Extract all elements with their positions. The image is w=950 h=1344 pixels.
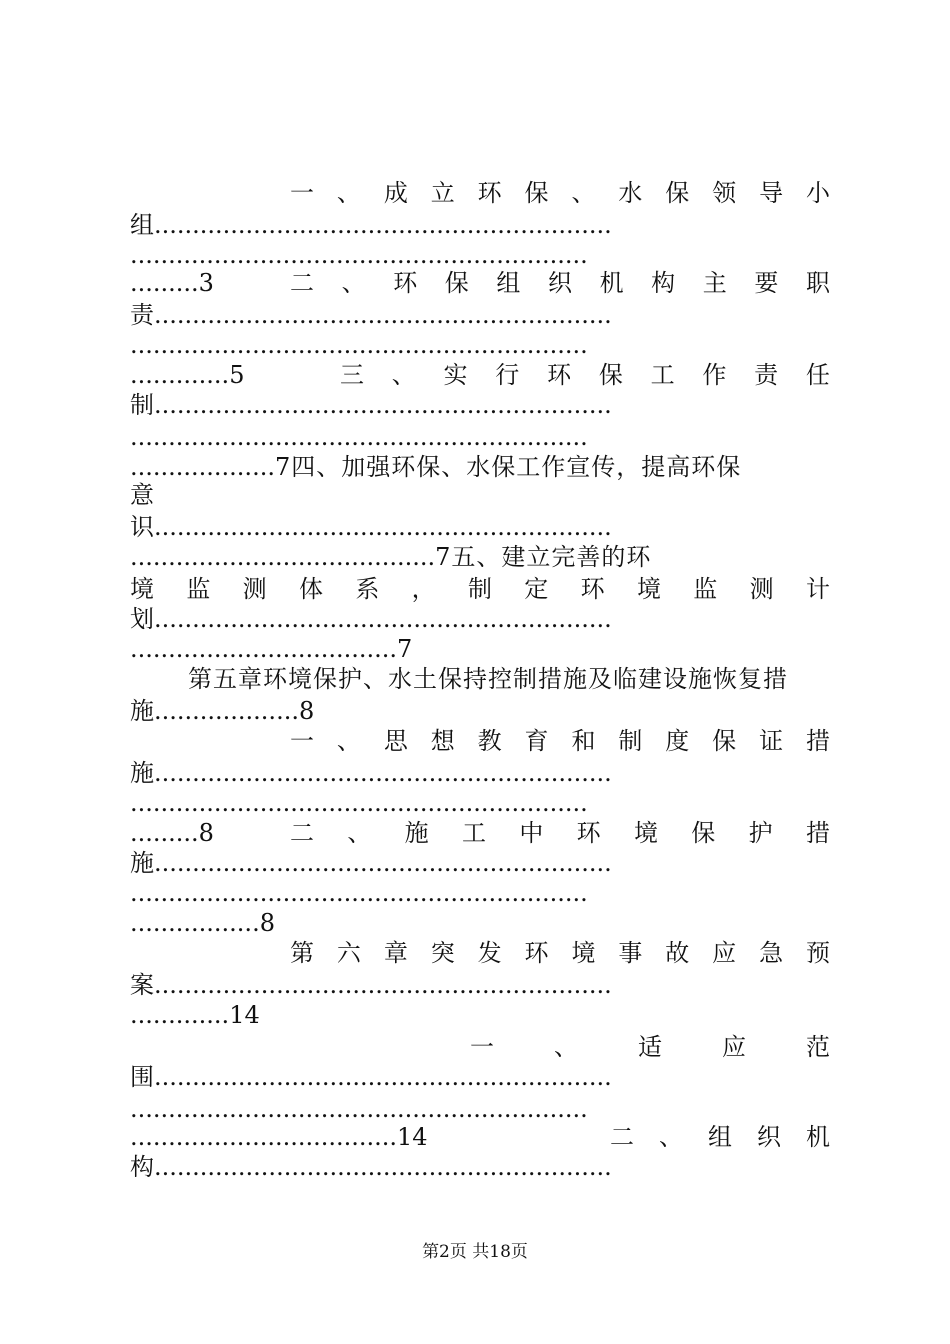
toc-entry-text: ........................................7五、建立完善的环 bbox=[130, 543, 652, 571]
toc-entry-text: 识............................................................ bbox=[130, 513, 612, 541]
toc-entry-text: .............5 bbox=[130, 361, 245, 389]
toc-entry-text: 施............................................................ bbox=[130, 849, 612, 877]
toc-entry-text: 划............................................................ bbox=[130, 605, 612, 633]
toc-entry-text: 一 、 思 想 教 育 和 制 度 保 证 措 bbox=[290, 727, 830, 755]
toc-leader-dots: ............................................................ bbox=[130, 879, 588, 907]
toc-entry-text: 施............................................................ bbox=[130, 759, 612, 787]
toc-chapter-title: 第五章环境保护、水土保持控制措施及临建设施恢复措 bbox=[188, 665, 788, 693]
toc-leader-dots: ............................................................ bbox=[130, 241, 588, 269]
page-footer: 第2页 共18页 bbox=[422, 1242, 528, 1262]
toc-entry-text: .........8 bbox=[130, 819, 214, 847]
toc-entry-text: 意 bbox=[130, 481, 154, 509]
toc-leader-dots: ............................................................ bbox=[130, 423, 588, 451]
toc-entry-text: 案............................................................ bbox=[130, 971, 612, 999]
toc-entry-text: 境 监 测 体 系 ， 制 定 环 境 监 测 计 bbox=[130, 575, 830, 603]
toc-entry-text: 责............................................................ bbox=[130, 301, 612, 329]
toc-leader-dots: ............................................................ bbox=[130, 789, 588, 817]
toc-leader-dots: ............................................................ bbox=[130, 331, 588, 359]
toc-entry-text: .........3 bbox=[130, 269, 214, 297]
toc-entry-text: ...................................14 bbox=[130, 1123, 428, 1151]
toc-entry-text: 一 、 成 立 环 保 、 水 保 领 导 小 bbox=[290, 179, 830, 207]
toc-entry-text: .................8 bbox=[130, 909, 275, 937]
toc-entry-text: 施...................8 bbox=[130, 697, 315, 725]
toc-entry-text: 二 、 环 保 组 织 机 构 主 要 职 bbox=[290, 269, 830, 297]
toc-entry-text: 二 、 组 织 机 bbox=[610, 1123, 830, 1151]
toc-entry-text: 制............................................................ bbox=[130, 391, 612, 419]
toc-entry-text: ...................7四、加强环保、水保工作宣传，提高环保 bbox=[130, 453, 742, 481]
toc-entry-text: 构............................................................ bbox=[130, 1153, 612, 1181]
toc-entry-text: 一 、 适 应 范 bbox=[470, 1033, 830, 1061]
toc-entry-text: 组............................................................ bbox=[130, 211, 612, 239]
toc-entry-text: 二 、 施 工 中 环 境 保 护 措 bbox=[290, 819, 830, 847]
toc-chapter-title: 第 六 章 突 发 环 境 事 故 应 急 预 bbox=[290, 939, 830, 967]
toc-entry-text: ...................................7 bbox=[130, 635, 413, 663]
toc-entry-text: 三 、 实 行 环 保 工 作 责 任 bbox=[340, 361, 830, 389]
toc-leader-dots: ............................................................ bbox=[130, 1095, 588, 1123]
toc-entry-text: 围............................................................ bbox=[130, 1063, 612, 1091]
toc-entry-text: .............14 bbox=[130, 1001, 260, 1029]
